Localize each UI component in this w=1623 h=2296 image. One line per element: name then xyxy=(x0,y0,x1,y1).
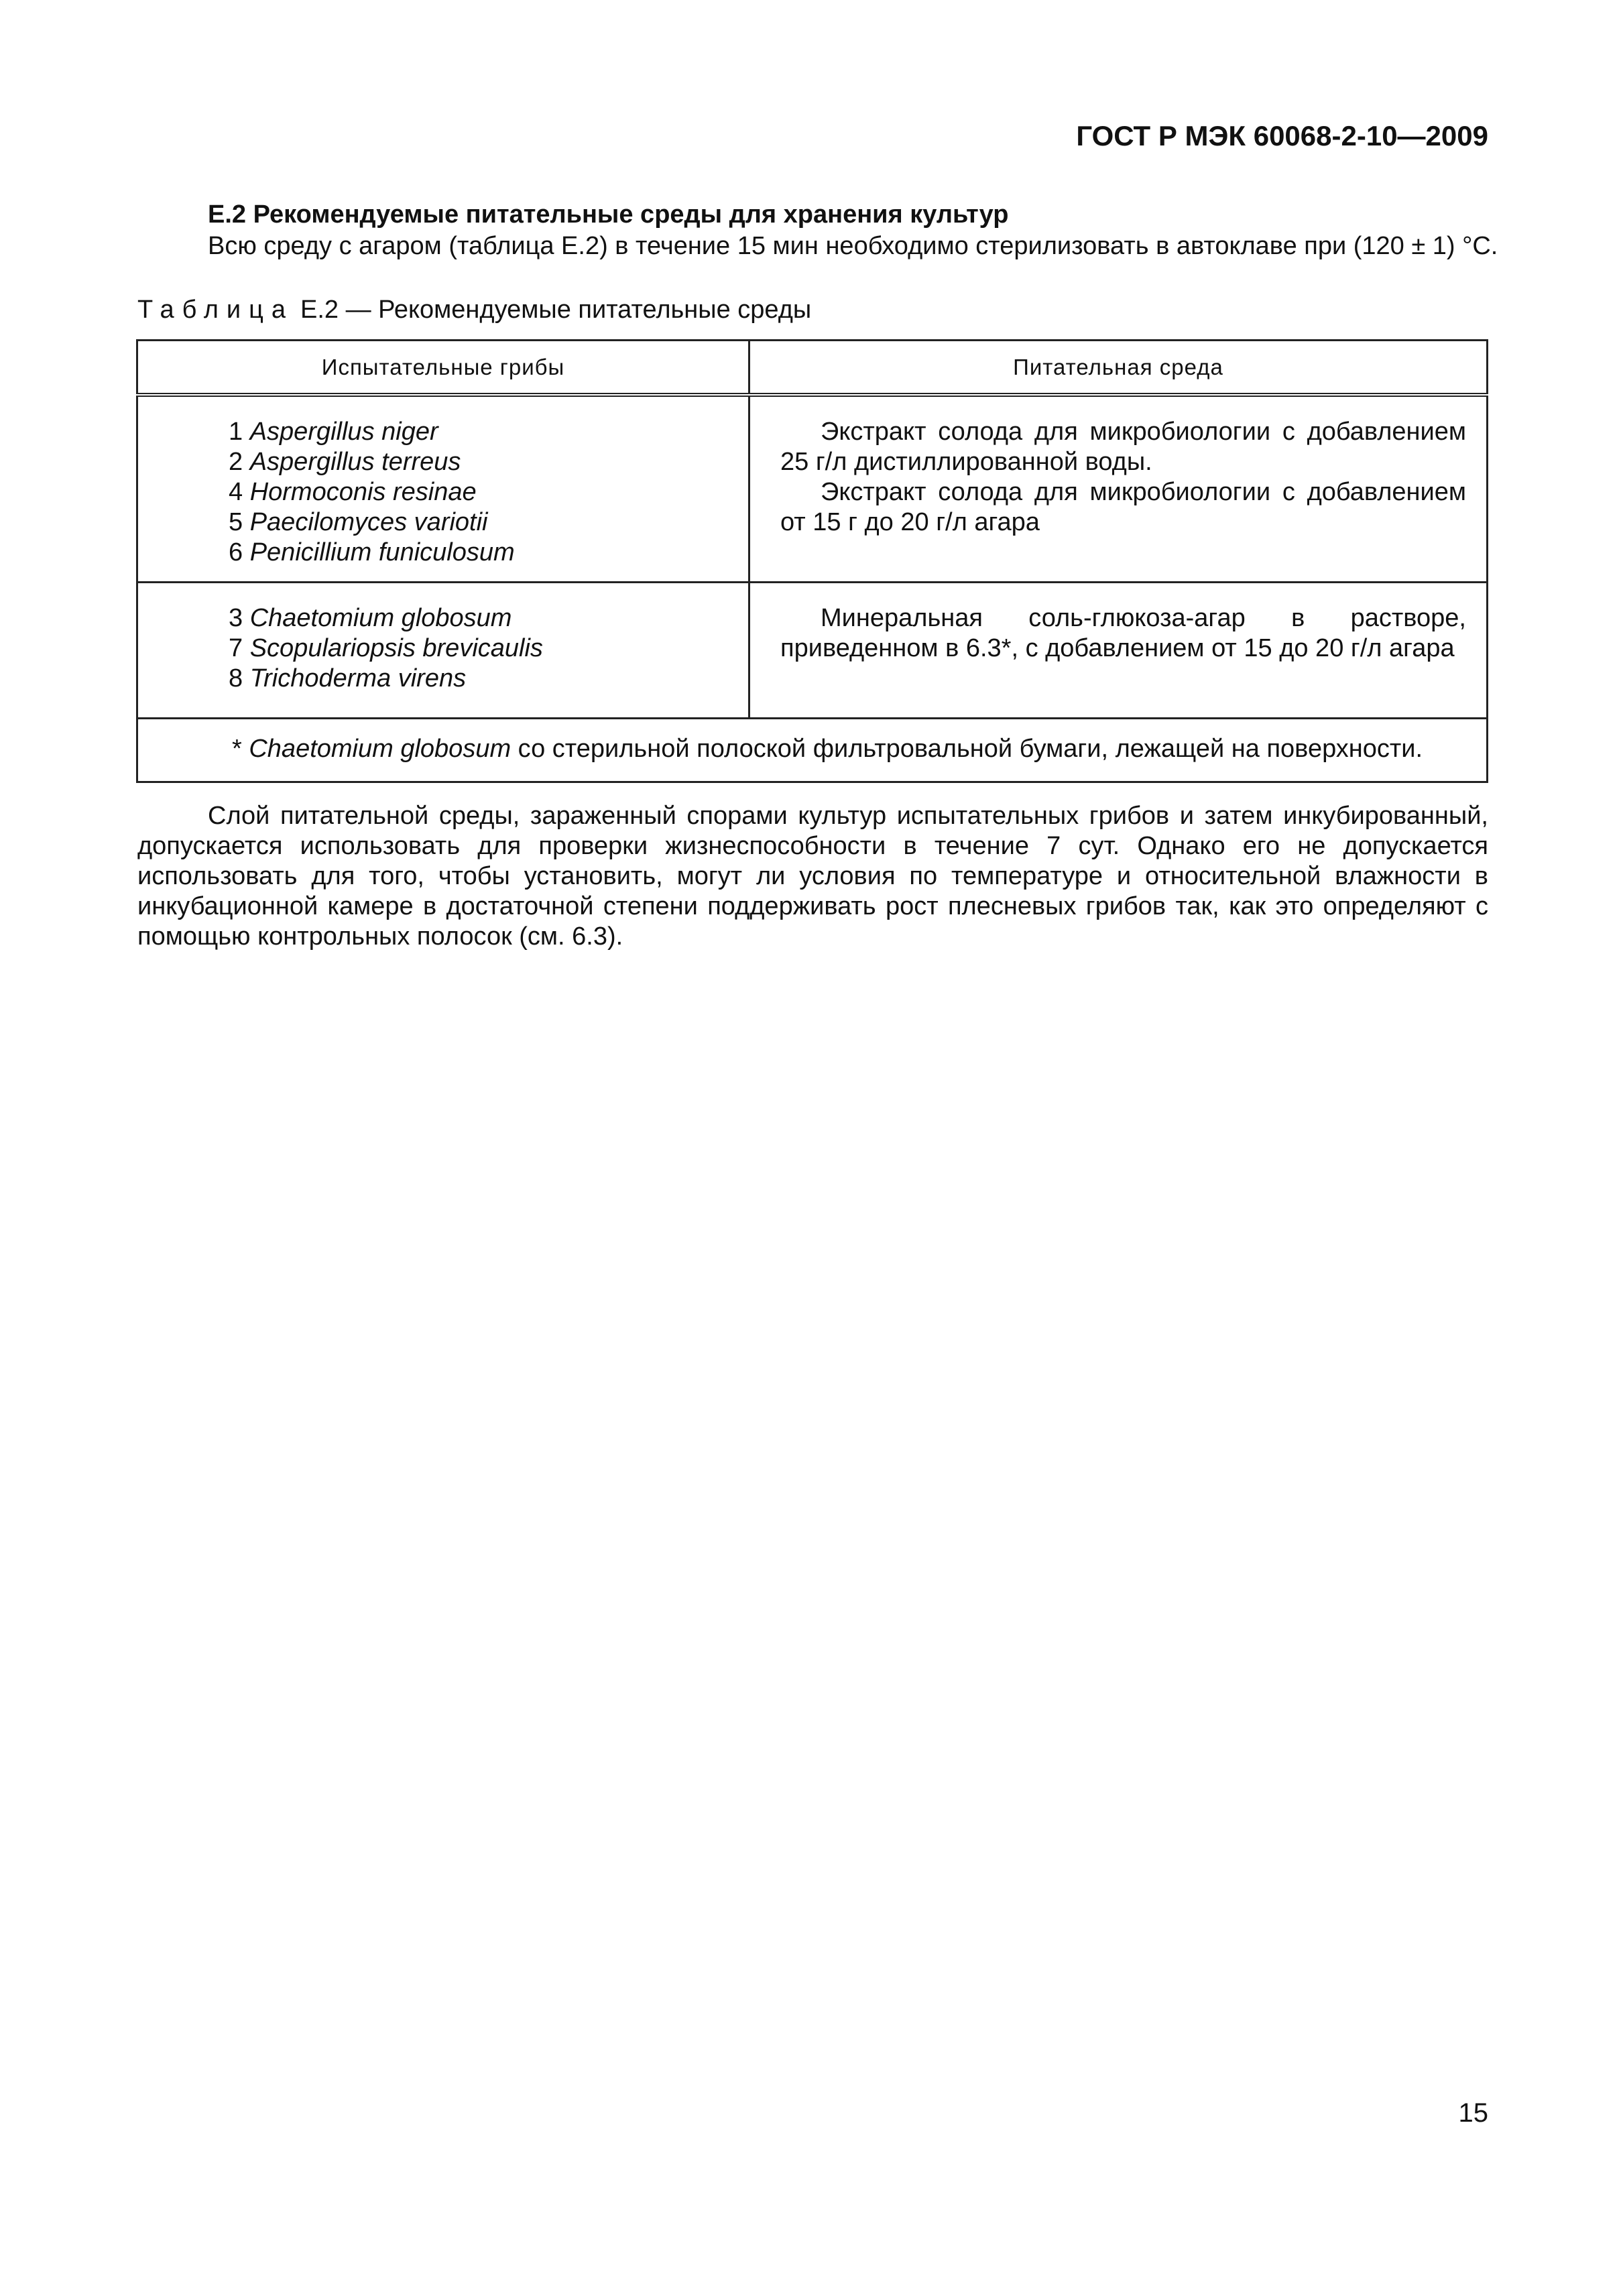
medium-cell xyxy=(749,395,1488,583)
table-header-row xyxy=(137,341,1488,396)
fungi-item xyxy=(229,447,748,477)
fungi-number: 7 xyxy=(229,634,243,662)
fungi-number: 8 xyxy=(229,664,243,692)
fungi-cell xyxy=(137,395,749,583)
fungi-number: 5 xyxy=(229,508,243,536)
fungi-item xyxy=(229,417,748,447)
header-nutrient-medium: Питательная среда xyxy=(749,341,1488,396)
fungi-item xyxy=(229,633,748,664)
fungi-number: 6 xyxy=(229,538,243,566)
fungi-item xyxy=(229,507,748,538)
table-row xyxy=(137,395,1488,583)
footnote-text: со стерильной полоской фильтровальной бумаги, лежащей на поверхности. xyxy=(511,735,1423,763)
fungi-item xyxy=(229,664,748,694)
medium-cell xyxy=(749,583,1488,719)
table-row xyxy=(137,583,1488,719)
fungi-number: 2 xyxy=(229,448,243,476)
fungi-name: Penicillium funiculosum xyxy=(249,538,515,566)
fungi-name: Trichoderma virens xyxy=(249,664,467,692)
footnote-species: Chaetomium globosum xyxy=(249,735,512,763)
fungi-number: 4 xyxy=(229,478,243,506)
footnote-marker: * xyxy=(232,735,249,763)
fungi-name: Scopulariopsis brevicaulis xyxy=(249,634,543,662)
fungi-name: Paecilomyces variotii xyxy=(249,508,488,536)
table-caption-label: Таблица xyxy=(137,296,294,324)
fungi-number: 3 xyxy=(229,604,243,632)
fungi-name: Aspergillus niger xyxy=(249,418,438,446)
medium-text: Экстракт солода для микробиологии с добавлением от 15 г до 20 г/л агара xyxy=(780,478,1466,536)
section-title: Е.2 Рекомендуемые питательные среды для хранения культур xyxy=(208,200,1009,229)
medium-text: Минеральная соль-глюкоза-агар в растворе, приведенном в 6.3*, с добавлением от 15 до 20 г/л агара xyxy=(780,604,1466,662)
table-footnote xyxy=(137,719,1488,782)
page-number: 15 xyxy=(1458,2098,1488,2128)
fungi-item xyxy=(229,538,748,568)
table-caption-text: Е.2 — Рекомендуемые питательные среды xyxy=(300,296,812,324)
header-test-fungi: Испытательные грибы xyxy=(137,341,749,396)
fungi-cell xyxy=(137,583,749,719)
medium-text: Экстракт солода для микробиологии с добавлением 25 г/л дистиллированной воды. xyxy=(780,418,1466,476)
fungi-name: Aspergillus terreus xyxy=(249,448,461,476)
table-footnote-row xyxy=(137,719,1488,782)
fungi-name: Hormoconis resinae xyxy=(249,478,477,506)
standard-code-header: ГОСТ Р МЭК 60068-2-10—2009 xyxy=(1076,120,1488,152)
section-intro-text: Всю среду с агаром (таблица Е.2) в течение 15 мин необходимо стерилизовать в автоклаве при (120 ± 1) °С. xyxy=(208,232,1498,260)
fungi-name: Chaetomium globosum xyxy=(249,604,512,632)
fungi-item xyxy=(229,477,748,507)
table-caption xyxy=(137,295,811,325)
body-paragraph: Слой питательной среды, зараженный спорами культур испытательных грибов и затем инкубированный, допускается использовать для проверки жизнеспособности в течение 7 сут. Однако его не допускается использовать для того, чтобы установить, могут ли условия по температуре и относительной влажности в инкубационной камере в достаточной степени поддерживать рост плесневых грибов так, как это определяют с помощью контрольных полосок (см. 6.3). xyxy=(137,802,1488,951)
nutrient-media-table xyxy=(136,339,1488,783)
fungi-item xyxy=(229,603,748,633)
fungi-number: 1 xyxy=(229,418,243,446)
